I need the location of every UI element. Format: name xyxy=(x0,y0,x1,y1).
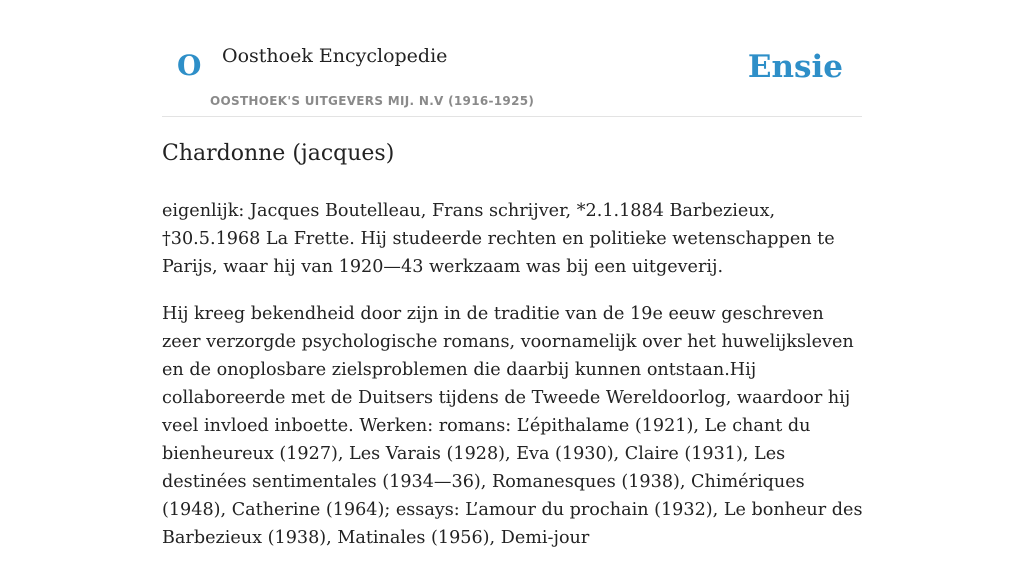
article-paragraph-2: Hij kreeg bekendheid door zijn in de traditie van de 19e eeuw geschreven zeer verzorgde psychologische romans, voornamelijk over het huwelijksleven en de onoplosbare zielsproblemen die daarbij kunnen ontstaan.Hij collaboreerde met de Duitsers tijdens de Tweede Wereldoorlog, waardoor hij veel invloed inboette. Werken: romans: L’épithalame (1921), Le chant du bienheureux (1927), Les Varais (1928), Eva (1930), Claire (1931), Les destinées sentimentales (1934—36), Romanesques (1938), Chimériques (1948), Catherine (1964); essays: L’amour du prochain (1932), Le bonheur des Barbezieux (1938), Matinales (1956), Demi-jour xyxy=(162,303,863,548)
article-title: Chardonne (jacques) xyxy=(162,141,395,166)
brand-logo-link[interactable]: Ensie xyxy=(747,49,843,85)
site-title[interactable]: Oosthoek Encyclopedie xyxy=(222,45,448,67)
site-header xyxy=(162,0,862,117)
article xyxy=(162,139,864,571)
article-paragraph-1: eigenlijk: Jacques Boutelleau, Frans schrijver, *2.1.1884 Barbezieux, †30.5.1968 La Frette. Hij studeerde rechten en politieke wetenschappen te Parijs, waar hij van 1920—43 werkzaam was bij een uitgeverij. xyxy=(162,200,835,277)
site-subtitle: OOSTHOEK'S UITGEVERS MIJ. N.V (1916-1925) xyxy=(210,94,535,108)
site-logo[interactable]: O xyxy=(177,49,202,82)
